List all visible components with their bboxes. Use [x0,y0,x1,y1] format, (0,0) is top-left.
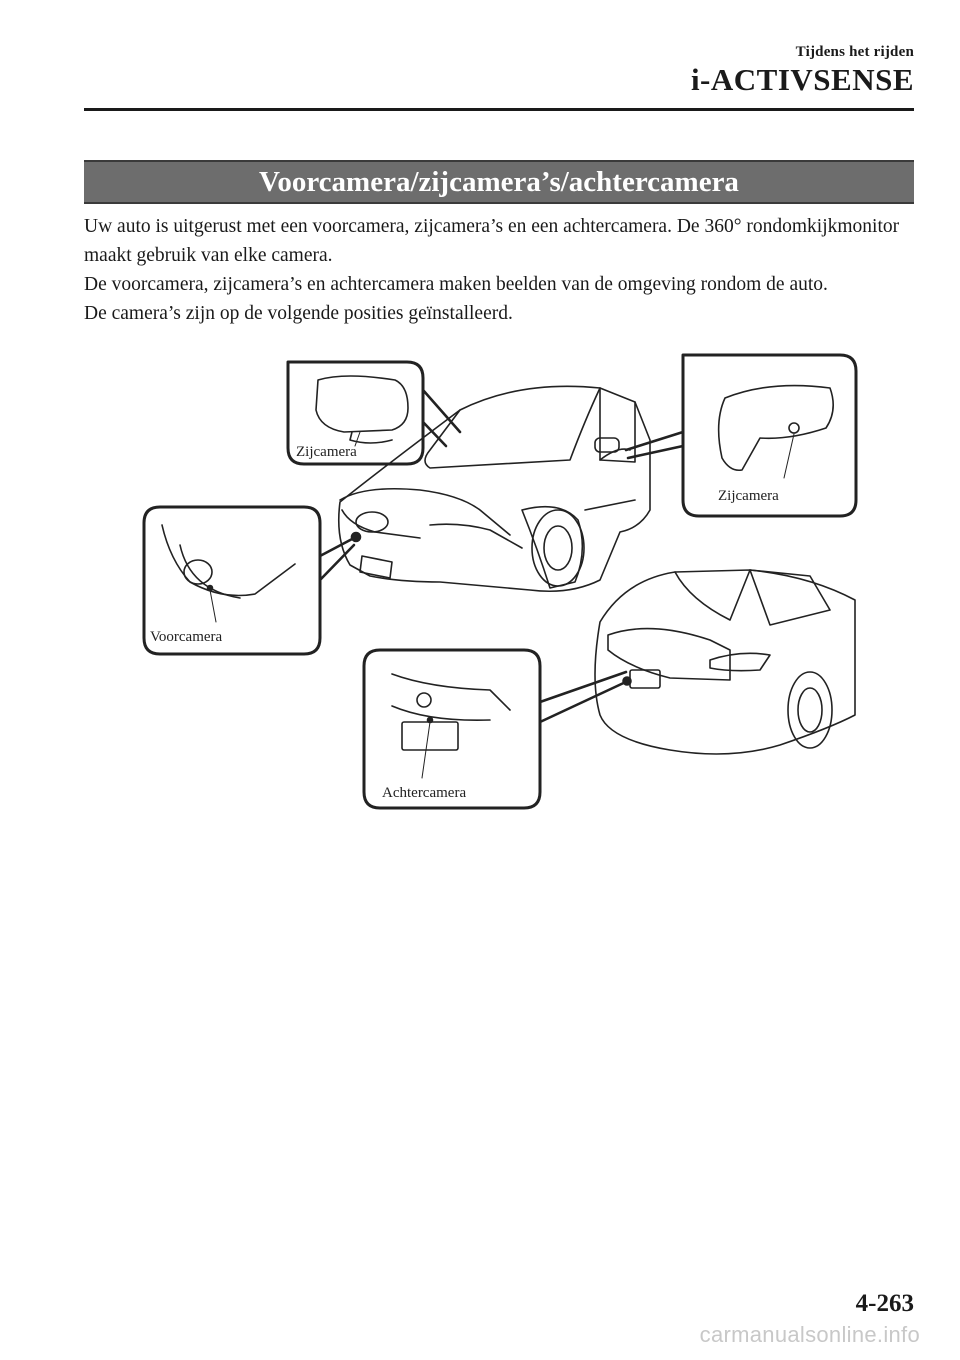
page-number: 4-263 [855,1290,914,1317]
callout-front [144,507,354,654]
callout-rear [364,650,630,808]
callout-left-mirror [288,362,460,464]
rear-car-drawing [595,570,855,754]
paragraph-positions: De camera’s zijn op de volgende posities geïnstalleerd. [84,303,513,324]
paragraph-function: De voorcamera, zijcamera’s en achtercamera maken beelden van de omgeving rondom de auto. [84,274,828,295]
front-car-drawing [339,386,650,591]
page-title: Voorcamera/zijcamera’s/achtercamera [84,160,914,204]
label-left-side-camera: Zijcamera [296,444,357,460]
callout-right-mirror [626,355,856,516]
section-title: i-ACTIVSENSE [690,62,914,97]
label-front-camera: Voorcamera [150,629,223,645]
watermark-text: carmanualsonline.info [699,1322,920,1347]
label-rear-camera: Achtercamera [382,785,467,801]
label-right-side-camera: Zijcamera [718,488,779,504]
camera-positions-illustration [130,350,860,815]
chapter-title: Tijdens het rijden [795,44,914,60]
paragraph-intro: Uw auto is uitgerust met een voorcamera, zijcamera’s en een achtercamera. De 360° rondomkijkmonitor maakt gebruik van elke camera. [84,216,900,266]
body-text [84,212,914,328]
header-divider [84,108,914,111]
